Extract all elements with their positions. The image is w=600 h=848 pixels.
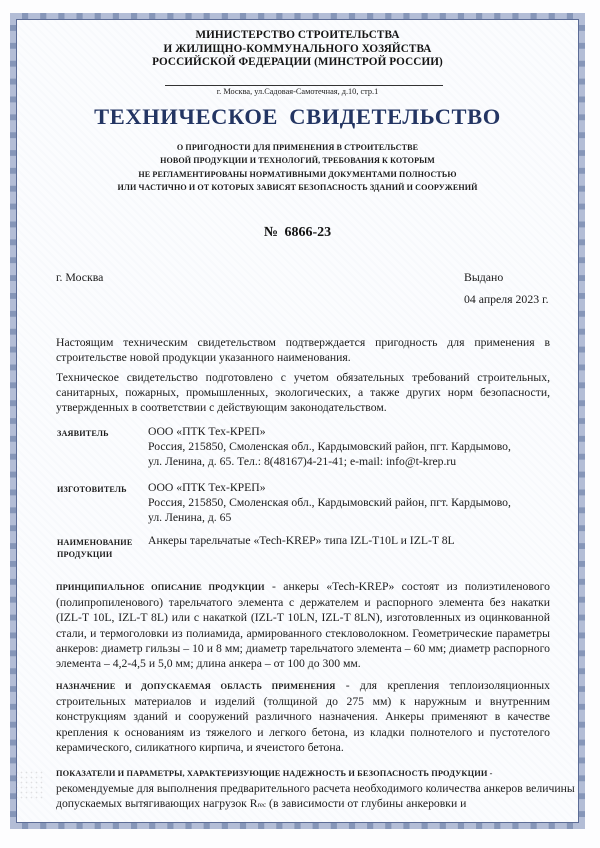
manufacturer-label: ИЗГОТОВИТЕЛЬ <box>57 485 127 494</box>
scan-artifact <box>14 770 44 800</box>
indicators-symbol-subscript: rec <box>257 801 267 810</box>
section-product-description <box>56 579 550 671</box>
manufacturer-details <box>148 480 568 526</box>
indicators-text-2: (в зависимости от глубины анкеровки и <box>266 797 467 811</box>
manufacturer-name: ООО «ПТК Тех-КРЕП» <box>148 481 266 494</box>
issued-date: 04 апреля 2023 г. <box>464 292 549 306</box>
document-title: ТЕХНИЧЕСКОЕ СВИДЕТЕЛЬСТВО <box>94 104 501 129</box>
indicators-heading: ПОКАЗАТЕЛИ И ПАРАМЕТРЫ, ХАРАКТЕРИЗУЮЩИЕ НАДЕЖНОСТЬ И БЕЗОПАСНОСТЬ ПРОДУКЦИИ <box>56 769 488 778</box>
purpose-separator: - <box>335 679 360 692</box>
issued-label: Выдано <box>464 270 504 284</box>
ministry-address: г. Москва, ул.Садовая-Самотечная, д.10, стр.1 <box>216 87 379 96</box>
description-text: анкеры «Tech-KREP» состоят из полиэтиленового (полипропиленового) тарельчатого элемента с держателем и распорного элемента без накатки (IZL-T 10L, IZL-T 8L) или с накаткой (IZL-T 10LN, IZL-T 8LN), изготовленных из оцинкованной стали, и термоголовки из полиамида, армированного стекловолокном. Геометрические параметры анкеров: диаметр гильзы – 10 и 8 мм; диаметр тарельчатого элемента – 60 мм; диаметр распорного элемента – 4,2-4,5 и 5,0 мм; длина анкера – от 100 до 300 мм. <box>56 580 550 671</box>
header-divider <box>165 85 443 86</box>
subtitle-line-4: ИЛИ ЧАСТИЧНО И ОТ КОТОРЫХ ЗАВИСЯТ БЕЗОПАСНОСТЬ ЗДАНИЙ И СООРУЖЕНИЙ <box>117 183 478 193</box>
section-purpose <box>56 678 550 755</box>
applicant-address-line-2: ул. Ленина, д. 65. Тел.: 8(48167)4-21-41; e-mail: info@t-krep.ru <box>148 455 457 469</box>
subtitle-line-3: НЕ РЕГЛАМЕНТИРОВАНЫ НОРМАТИВНЫМИ ДОКУМЕНТАМИ ПОЛНОСТЬЮ <box>138 169 457 179</box>
product-label-line-1: НАИМЕНОВАНИЕ <box>57 538 133 547</box>
intro-paragraph-1: Настоящим техническим свидетельством подтверждается пригодность для применения в строительстве новой продукции указанного наименования. <box>56 336 550 365</box>
applicant-details <box>148 424 568 470</box>
description-heading: ПРИНЦИПИАЛЬНОЕ ОПИСАНИЕ ПРОДУКЦИИ <box>56 583 265 592</box>
subtitle-line-2: НОВОЙ ПРОДУКЦИИ И ТЕХНОЛОГИЙ, ТРЕБОВАНИЯ К КОТОРЫМ <box>160 156 435 166</box>
applicant-address-line-1: Россия, 215850, Смоленская обл., Кардымовский район, пгт. Кардымово, <box>148 440 511 454</box>
purpose-text: для крепления теплоизоляционных строительных материалов и изделий (толщиной до 275 мм) к наружным и внутренним конструкциям зданий и сооружений различного назначения. Анкеры применяют в качестве крепления к основаниям из тяжелого и легкого бетона, из кладки полнотелого и пустотелого керамического, силикатного кирпича, и ячеистого бетона. <box>56 679 550 754</box>
issue-city: г. Москва <box>56 270 104 284</box>
document-subtitle <box>16 141 579 195</box>
ministry-header <box>16 29 579 70</box>
subtitle-line-1: О ПРИГОДНОСТИ ДЛЯ ПРИМЕНЕНИЯ В СТРОИТЕЛЬСТВЕ <box>176 143 419 152</box>
ministry-line-2: И ЖИЛИЩНО-КОММУНАЛЬНОГО ХОЗЯЙСТВА <box>163 42 432 55</box>
certificate-number: № 6866-23 <box>263 225 332 240</box>
manufacturer-address-line-2: ул. Ленина, д. 65 <box>148 511 232 525</box>
manufacturer-address-line-1: Россия, 215850, Смоленская обл., Кардымовский район, пгт. Кардымово, <box>148 496 511 510</box>
product-label <box>57 537 132 560</box>
indicators-text-1: рекомендуемые для выполнения предварительного расчета необходимого количества анкеров величины допускаемых вытягивающих нагрузок R <box>56 782 575 811</box>
intro-paragraph-2: Техническое свидетельство подготовлено с учетом обязательных требований строительных, санитарных, пожарных, промышленных, экологических, а также других норм безопасности, утвержденных в соответствии с действующим законодательством. <box>56 371 550 415</box>
section-indicators <box>56 765 576 814</box>
product-name: Анкеры тарельчатые «Tech-KREP» типа IZL-T10L и IZL-T 8L <box>148 534 455 547</box>
ministry-line-1: МИНИСТЕРСТВО СТРОИТЕЛЬСТВА <box>195 29 400 41</box>
purpose-heading: НАЗНАЧЕНИЕ И ДОПУСКАЕМАЯ ОБЛАСТЬ ПРИМЕНЕНИЯ <box>56 682 336 691</box>
indicators-separator: - <box>487 769 493 778</box>
product-label-line-2: ПРОДУКЦИИ <box>57 549 113 559</box>
applicant-label: ЗАЯВИТЕЛЬ <box>57 429 109 438</box>
description-separator: - <box>264 580 284 593</box>
applicant-name: ООО «ПТК Тех-КРЕП» <box>148 425 266 438</box>
ministry-line-3: РОССИЙСКОЙ ФЕДЕРАЦИИ (МИНСТРОЙ РОССИИ) <box>152 56 443 68</box>
